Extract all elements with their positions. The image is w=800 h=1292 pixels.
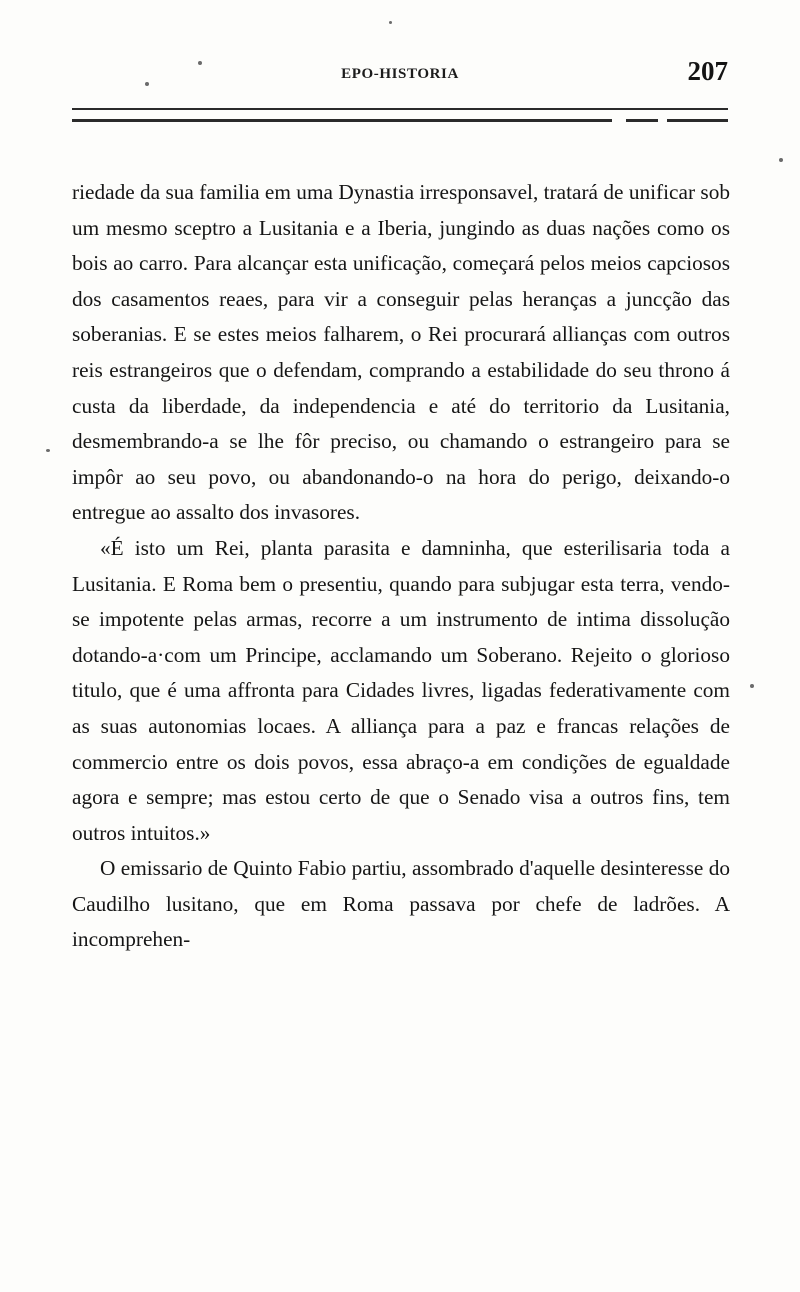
paragraph: riedade da sua familia em uma Dynastia irresponsavel, tratará de unificar sob um mesmo sceptro a Lusitania e a Iberia, jungindo as duas nações como os bois ao carro. Para alcançar esta unificação, começará pelos meios capciosos dos casamentos reaes, para vir a conseguir pelas heranças a juncção das soberanias. E se estes meios falharem, o Rei procurará allianças com outros reis estrangeiros que o defendam, comprando a estabilidade do seu throno á custa da liberdade, da independencia e até do territorio da Lusitania, desmembrando-a se lhe fôr preciso, ou chamando o estrangeiro para se impôr ao seu povo, ou abandonando-o na hora do perigo, deixando-o entregue ao assalto dos invasores. xyxy=(72,180,730,525)
rule-gap xyxy=(658,119,667,122)
rule-gap xyxy=(612,119,626,122)
page-header xyxy=(72,56,728,96)
body-text xyxy=(72,175,730,958)
page-speck xyxy=(750,684,754,688)
paragraph: O emissario de Quinto Fabio partiu, assombrado d'aquelle desinteresse do Caudilho lusitano, que em Roma passava por chefe de ladrões. A incomprehen- xyxy=(72,856,730,952)
header-rule-top xyxy=(72,108,728,110)
page-number: 207 xyxy=(687,56,728,86)
page-speck xyxy=(46,449,50,452)
page-speck xyxy=(779,158,783,162)
paragraph: «É isto um Rei, planta parasita e damninha, que esterilisaria toda a Lusitania. E Roma bem o presentiu, quando para subjugar esta terra, vendo-se impotente pelas armas, recorre a um instrumento de intima dissolução dotando-a·com um Principe, acclamando um Soberano. Rejeito o glorioso titulo, que é uma affronta para Cidades livres, ligadas federativamente com as suas autonomias locaes. A alliança para a paz e francas relações de commercio entre os dois povos, essa abraço-a em condições de egualdade agora e sempre; mas estou certo de que o Senado visa a outros fins, tem outros intuitos.» xyxy=(72,535,730,845)
header-rule-bottom xyxy=(72,119,728,122)
running-head: EPO-HISTORIA xyxy=(341,66,459,82)
page-speck xyxy=(389,21,392,24)
